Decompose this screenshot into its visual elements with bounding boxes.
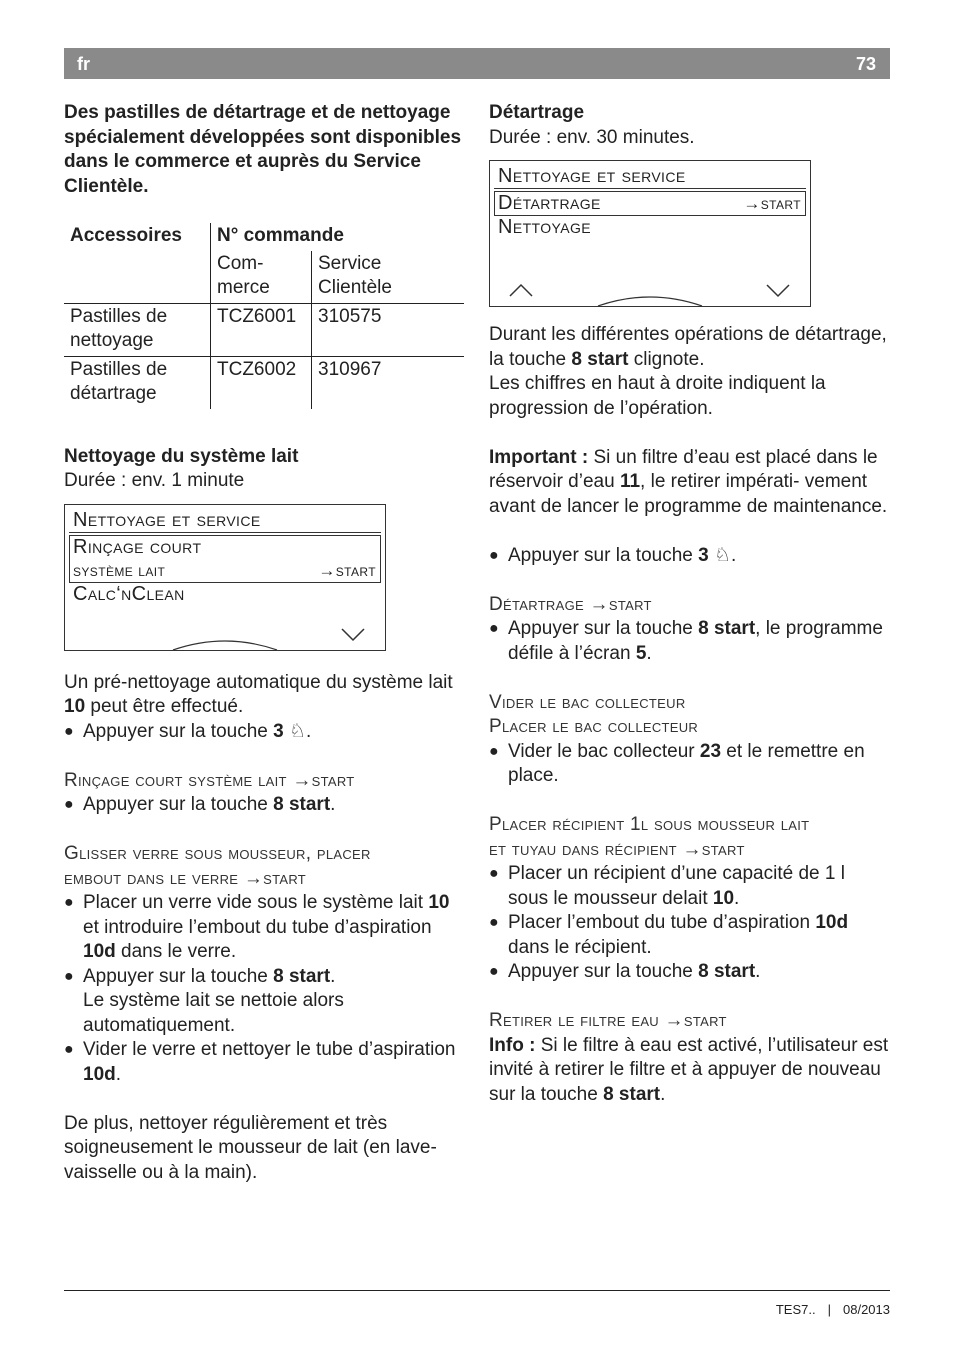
left-column xyxy=(64,101,464,1185)
display-screen-descaling xyxy=(489,160,811,307)
display-text: Rinçage court système lait →start xyxy=(64,769,355,791)
info-note: Info : Si le filtre à eau est activé, l’utilisateur est invité à retirer le filtre et à appuyer de nouveau sur la touche 8 start. xyxy=(489,1034,889,1105)
screen-selected-item: Rinçage court système lait →start xyxy=(69,535,381,583)
clean-icon: ♘. xyxy=(713,544,737,566)
list-item: ● Appuyer sur la touche 3 ♘. xyxy=(64,720,464,745)
start-arrow: →start xyxy=(318,560,376,580)
descaling-duration: Durée : env. 30 minutes. xyxy=(489,126,695,148)
model-code: TES7.. xyxy=(775,1302,816,1317)
page-footer: TES7.. | 08/2013 xyxy=(775,1302,890,1317)
subheader-commerce: Com- merce xyxy=(211,251,312,304)
screen-title: Nettoyage et service xyxy=(494,161,806,189)
list-item: ● Appuyer sur la touche 8 start. xyxy=(64,793,464,818)
list-item: ● Appuyer sur la touche 8 start. xyxy=(489,960,889,985)
page-header xyxy=(64,48,890,79)
list-item-sub: Le système lait se nettoie alors automatiquement. xyxy=(83,990,344,1036)
page-number: 73 xyxy=(855,54,876,74)
table-row: Pastilles de détartrage TCZ6002 310967 xyxy=(64,356,464,409)
display-text: embout dans le verre →start xyxy=(64,867,307,889)
list-item: ● Appuyer sur la touche 8 start. xyxy=(64,965,464,990)
list-item: ● Vider le verre et nettoyer le tube d’aspiration 10d. xyxy=(64,1038,464,1087)
display-screen-milk xyxy=(64,504,386,651)
list-item: ● Appuyer sur la touche 3 ♘. xyxy=(489,544,889,569)
display-text: Vider le bac collecteur xyxy=(489,691,686,713)
screen-scroll-icon xyxy=(490,266,810,306)
screen-item: Calc‘nClean xyxy=(73,582,185,605)
screen-title: Nettoyage et service xyxy=(69,505,381,533)
accessories-table xyxy=(64,223,464,409)
display-text: Placer le bac collecteur xyxy=(489,716,699,737)
descaling-heading: Détartrage xyxy=(489,102,585,123)
subheader-service: Service Clientèle xyxy=(312,251,465,304)
screen-selected-item: Détartrage →start xyxy=(494,191,806,216)
right-column xyxy=(489,101,889,1107)
col-header-order-number: N° commande xyxy=(211,223,465,251)
publish-date: 08/2013 xyxy=(843,1302,890,1317)
list-item: ● Appuyer sur la touche 8 start, le programme défile à l’écran 5. xyxy=(489,617,889,666)
list-item: ● Placer un verre vide sous le système lait 10 et introduire l’embout du tube d’aspiration 10d dans le verre. xyxy=(64,891,464,965)
milk-duration: Durée : env. 1 minute xyxy=(64,470,245,491)
paragraph: Les chiffres en haut à droite indiquent la progression de l’opération. xyxy=(489,373,826,419)
screen-scroll-icon xyxy=(65,610,385,650)
intro-paragraph: Des pastilles de détartrage et de nettoyage spécialement développées sont disponibles dans le commerce et auprès du Service Clientèle. xyxy=(64,102,462,197)
table-row: Pastilles de nettoyage TCZ6001 310575 xyxy=(64,303,464,356)
paragraph: Un pré-nettoyage automatique du système lait 10 peut être effectué. xyxy=(64,671,453,717)
important-note: Important : Si un filtre d’eau est placé dans le réservoir d’eau 11, le retirer impérati- vement avant de lancer le programme de maintenance. xyxy=(489,446,888,517)
list-item: ● Placer l’embout du tube d’aspiration 10d dans le récipient. xyxy=(489,911,889,960)
list-item: ● Vider le bac collecteur 23 et le remettre en place. xyxy=(489,740,889,789)
display-text: et tuyau dans récipient →start xyxy=(489,838,745,860)
col-header-accessories: Accessoires xyxy=(70,225,182,246)
paragraph: De plus, nettoyer régulièrement et très soigneusement le mousseur de lait (en lave-vaisselle ou à la main). xyxy=(64,1112,437,1183)
footer-divider xyxy=(64,1290,890,1291)
language-label: fr xyxy=(77,54,90,74)
display-text: Retirer le filtre eau →start xyxy=(489,1010,727,1031)
display-text: Détartrage →start xyxy=(489,593,652,615)
start-arrow: →start xyxy=(743,194,801,213)
milk-heading: Nettoyage du système lait xyxy=(64,445,299,467)
clean-icon: ♘. xyxy=(288,720,312,742)
list-item: ● Placer un récipient d’une capacité de 1 l sous le mousseur delait 10. xyxy=(489,862,889,911)
screen-item: Nettoyage xyxy=(498,216,591,238)
display-text: Glisser verre sous mousseur, placer xyxy=(64,843,371,864)
paragraph: Durant les différentes opérations de détartrage, la touche 8 start clignote. xyxy=(489,324,887,370)
display-text: Placer récipient 1l sous mousseur lait xyxy=(489,814,810,835)
